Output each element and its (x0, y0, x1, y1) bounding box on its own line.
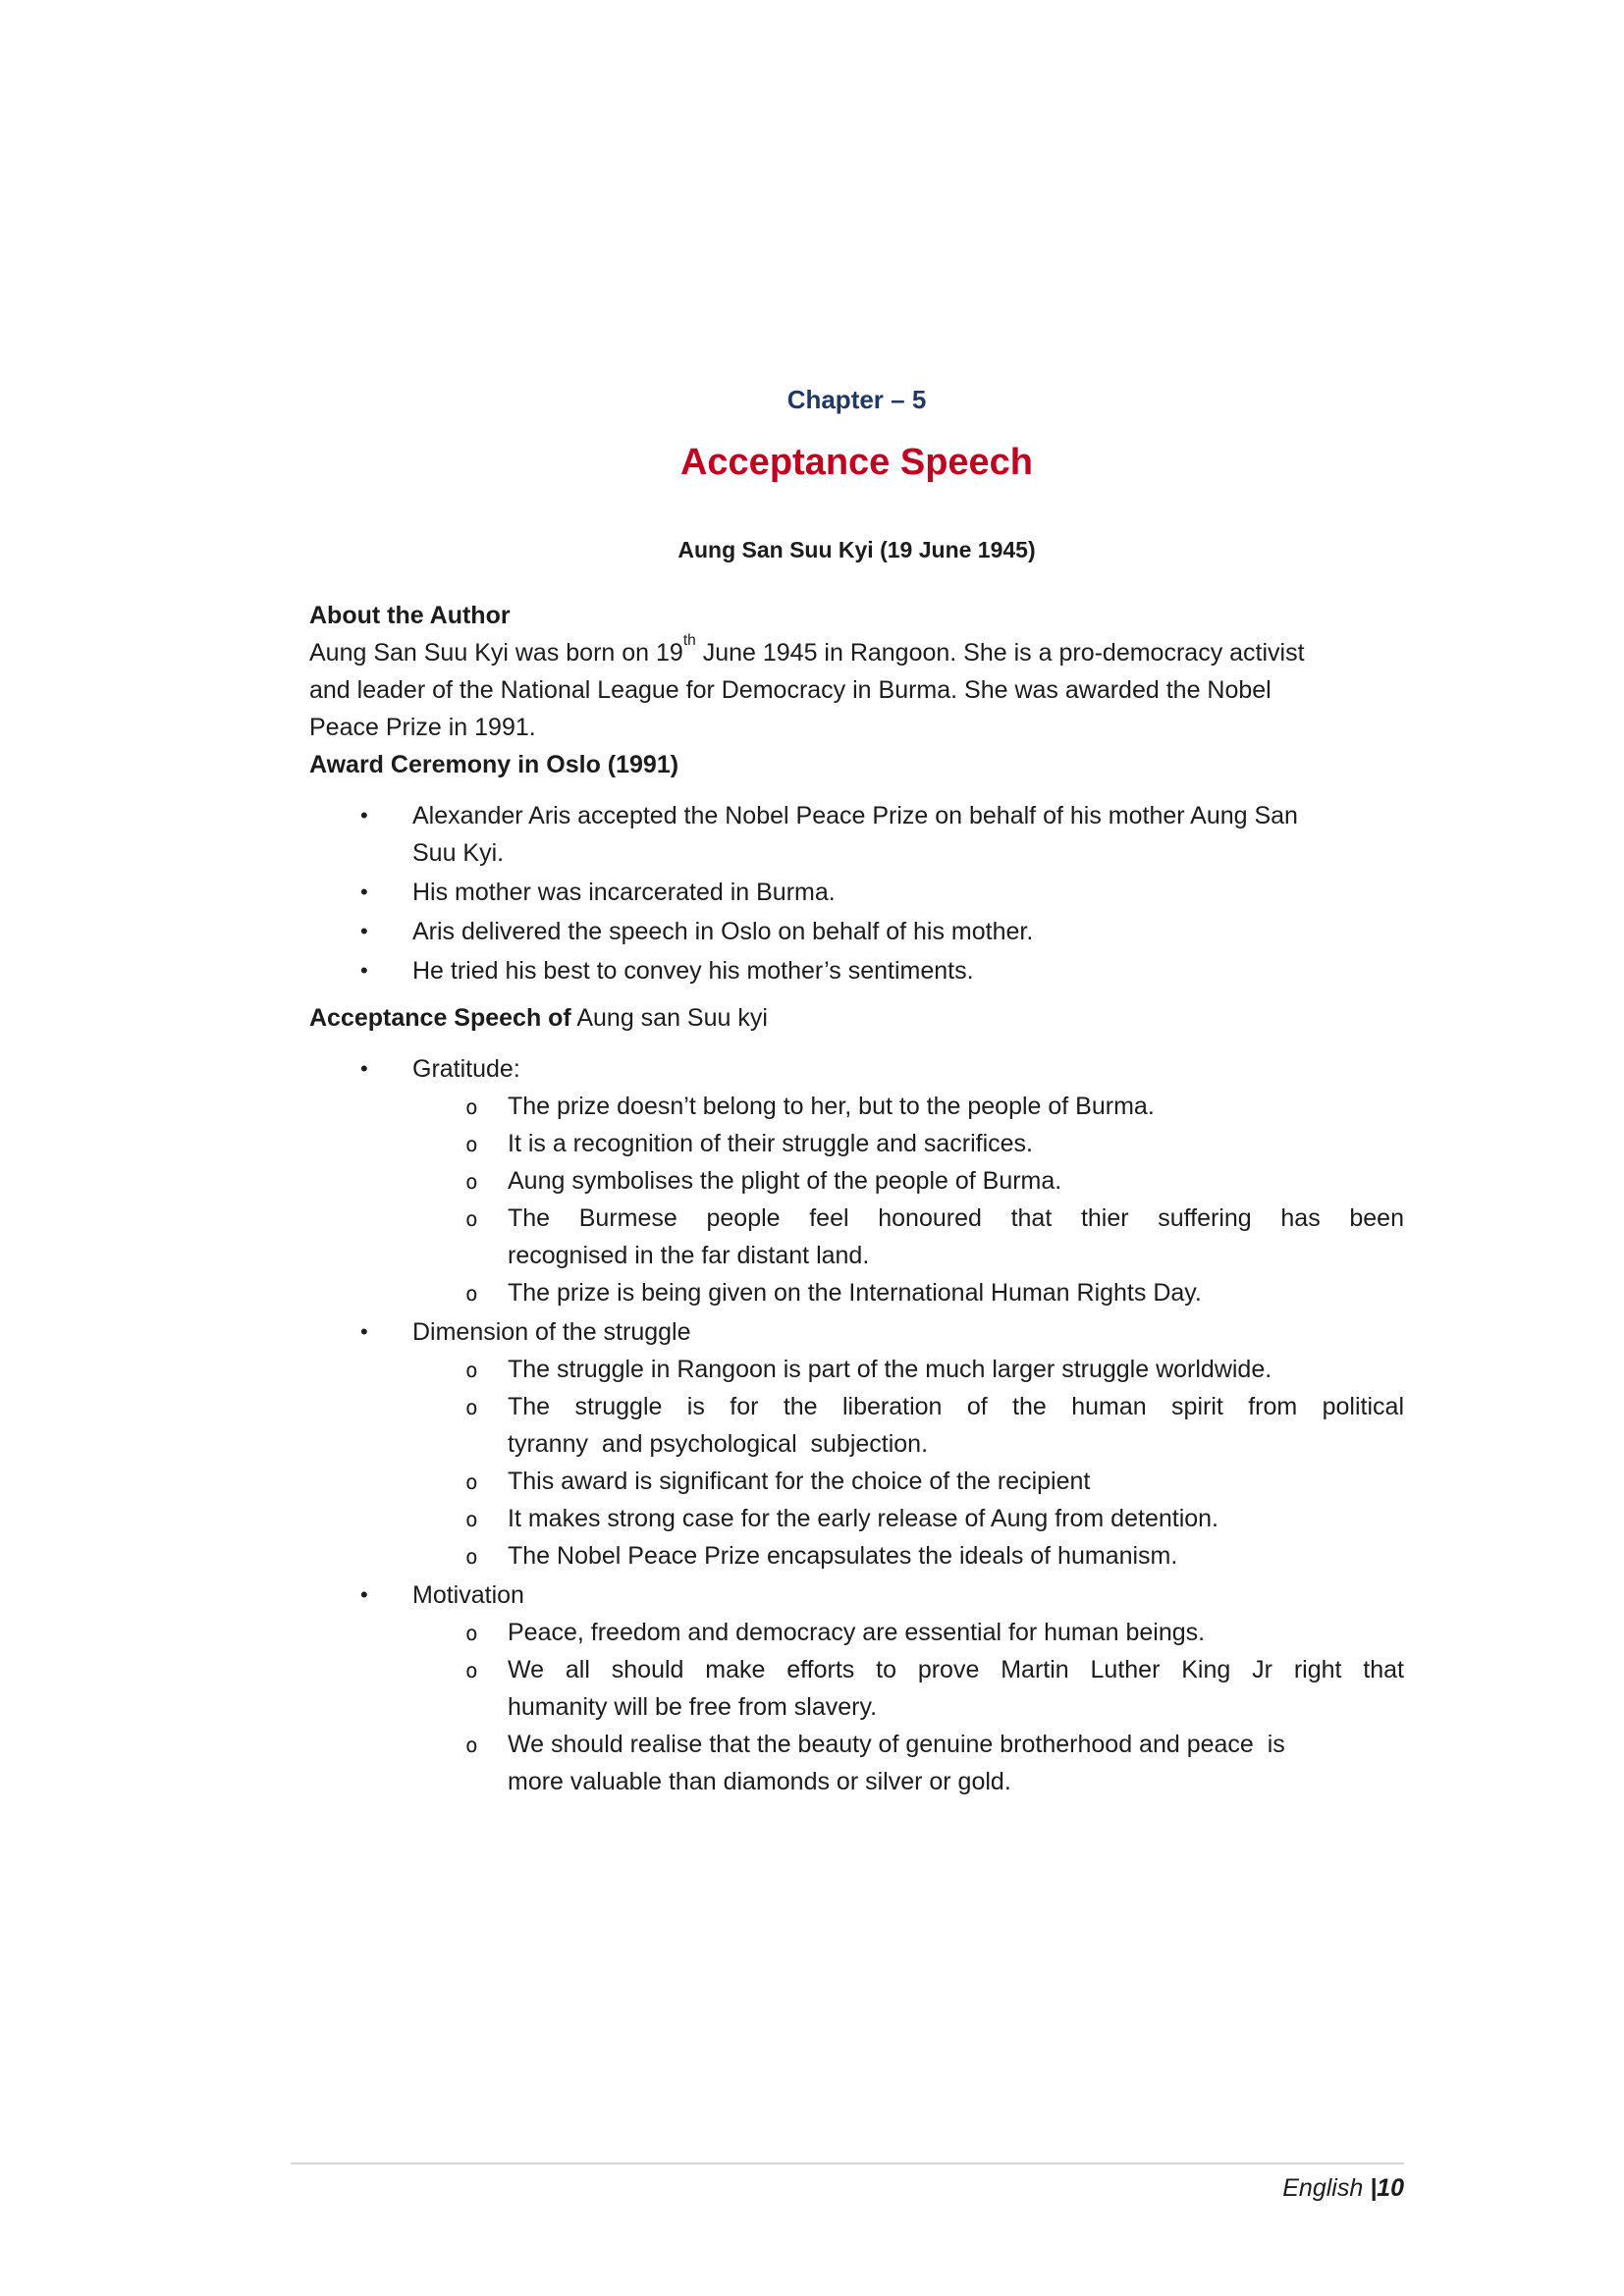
circle-bullet-marker: o (465, 1133, 478, 1156)
list-item (309, 952, 1404, 989)
section-heading-award: Award Ceremony in Oslo (1991) (309, 751, 679, 778)
list-item (309, 1388, 1404, 1463)
text-line (309, 634, 1404, 671)
group-label-gratitude (309, 1050, 1404, 1088)
text-line: Peace Prize in 1991. (309, 714, 536, 741)
heading-normal-part: Aung san Suu kyi (570, 1004, 768, 1032)
list-item-text: This award is significant for the choice of the recipient (508, 1468, 1091, 1495)
list-item (309, 1726, 1404, 1800)
circle-bullet-marker: o (465, 1470, 478, 1494)
list-item (309, 1162, 1404, 1200)
list-item (309, 874, 1404, 911)
text-line: We all should make efforts to prove Martin Luther King Jr right that (508, 1656, 1404, 1683)
bullet-marker: • (360, 1582, 368, 1607)
page-footer (1282, 2171, 1404, 2205)
circle-bullet-marker: o (465, 1359, 478, 1382)
list-item (309, 1651, 1404, 1726)
circle-bullet-marker: o (465, 1508, 478, 1531)
group-label-text: Dimension of the struggle (412, 1318, 691, 1346)
bullet-marker: • (360, 1056, 368, 1081)
list-item-text (508, 1726, 1404, 1800)
text-line: The Burmese people feel honoured that thier suffering has been (508, 1204, 1404, 1232)
list-item (309, 1125, 1404, 1162)
footer-label: English (1282, 2174, 1371, 2202)
bullet-marker: • (360, 803, 368, 828)
circle-bullet-marker: o (465, 1622, 478, 1645)
list-item (309, 1537, 1404, 1575)
text-line: Alexander Aris accepted the Nobel Peace Prize on behalf of his mother Aung San (412, 802, 1298, 829)
document-title: Acceptance Speech (679, 442, 1034, 483)
text-line: The struggle is for the liberation of the human spirit from political (508, 1393, 1404, 1420)
circle-bullet-marker: o (465, 1659, 478, 1682)
heading-bold-part: Acceptance Speech of (309, 1004, 571, 1032)
text-line: recognised in the far distant land. (508, 1242, 870, 1269)
section-heading-speech (309, 999, 1404, 1037)
footer-divider (291, 2163, 1404, 2164)
text-line: and leader of the National League for Democracy in Burma. She was awarded the Nobel (309, 676, 1272, 704)
text-segment: June 1945 in Rangoon. She is a pro-democracy activist (695, 639, 1305, 667)
text-segment: Aung San Suu Kyi was born on 19 (309, 639, 683, 667)
group-label-text: Motivation (412, 1581, 524, 1609)
list-item (309, 913, 1404, 950)
bullet-marker: • (360, 1319, 368, 1344)
document-subtitle: Aung San Suu Kyi (19 June 1945) (677, 537, 1036, 562)
bullet-marker: • (360, 880, 368, 904)
chapter-heading: Chapter – 5 (786, 385, 927, 414)
section-heading-about: About the Author (309, 602, 511, 629)
list-item-text: Peace, freedom and democracy are essential for human beings. (508, 1619, 1206, 1646)
text-line: Suu Kyi. (412, 839, 505, 867)
list-item (309, 1463, 1404, 1500)
list-item-text: The struggle in Rangoon is part of the much larger struggle worldwide. (508, 1356, 1272, 1383)
list-item-text: His mother was incarcerated in Burma. (412, 879, 836, 906)
list-item-text: It makes strong case for the early release of Aung from detention. (508, 1505, 1218, 1532)
about-paragraph (309, 634, 1404, 746)
list-item (309, 1500, 1404, 1537)
list-item-text: He tried his best to convey his mother’s sentiments. (412, 957, 974, 985)
circle-bullet-marker: o (465, 1282, 478, 1306)
list-item-text (508, 1388, 1404, 1463)
text-line: tyranny and psychological subjection. (508, 1430, 929, 1458)
circle-bullet-marker: o (465, 1734, 478, 1757)
page-content (309, 383, 1404, 1800)
ordinal-superscript: th (682, 632, 696, 650)
list-item-text: Aung symbolises the plight of the people of Burma. (508, 1167, 1062, 1195)
bullet-list-award (309, 797, 1404, 989)
group-label-motivation (309, 1576, 1404, 1614)
list-item-text (508, 1200, 1404, 1274)
list-item-text: The Nobel Peace Prize encapsulates the ideals of humanism. (508, 1542, 1178, 1570)
list-item (309, 797, 1404, 872)
circle-bullet-marker: o (465, 1396, 478, 1419)
text-line: We should realise that the beauty of genuine brotherhood and peace is (508, 1731, 1285, 1758)
text-line: humanity will be free from slavery. (508, 1693, 878, 1721)
list-item-text (508, 1651, 1404, 1726)
list-item-text: It is a recognition of their struggle and sacrifices. (508, 1130, 1033, 1157)
circle-bullet-marker: o (465, 1545, 478, 1569)
bullet-marker: • (360, 919, 368, 943)
group-label-text: Gratitude: (412, 1055, 520, 1083)
list-item-text: The prize doesn’t belong to her, but to the people of Burma. (508, 1093, 1155, 1120)
list-item (309, 1614, 1404, 1651)
list-item-text: Aris delivered the speech in Oslo on behalf of his mother. (412, 918, 1034, 945)
group-label-dimension (309, 1313, 1404, 1351)
list-item (309, 1351, 1404, 1388)
list-item-text: The prize is being given on the International Human Rights Day. (508, 1279, 1202, 1307)
list-item (309, 1088, 1404, 1125)
list-item (309, 1200, 1404, 1274)
circle-bullet-marker: o (465, 1095, 478, 1119)
bullet-list-speech (309, 1050, 1404, 1800)
text-line: more valuable than diamonds or silver or gold. (508, 1768, 1011, 1795)
footer-page-number: |10 (1370, 2174, 1404, 2202)
list-item-text (412, 797, 1404, 872)
list-item (309, 1274, 1404, 1311)
circle-bullet-marker: o (465, 1207, 478, 1231)
bullet-marker: • (360, 958, 368, 983)
circle-bullet-marker: o (465, 1170, 478, 1194)
